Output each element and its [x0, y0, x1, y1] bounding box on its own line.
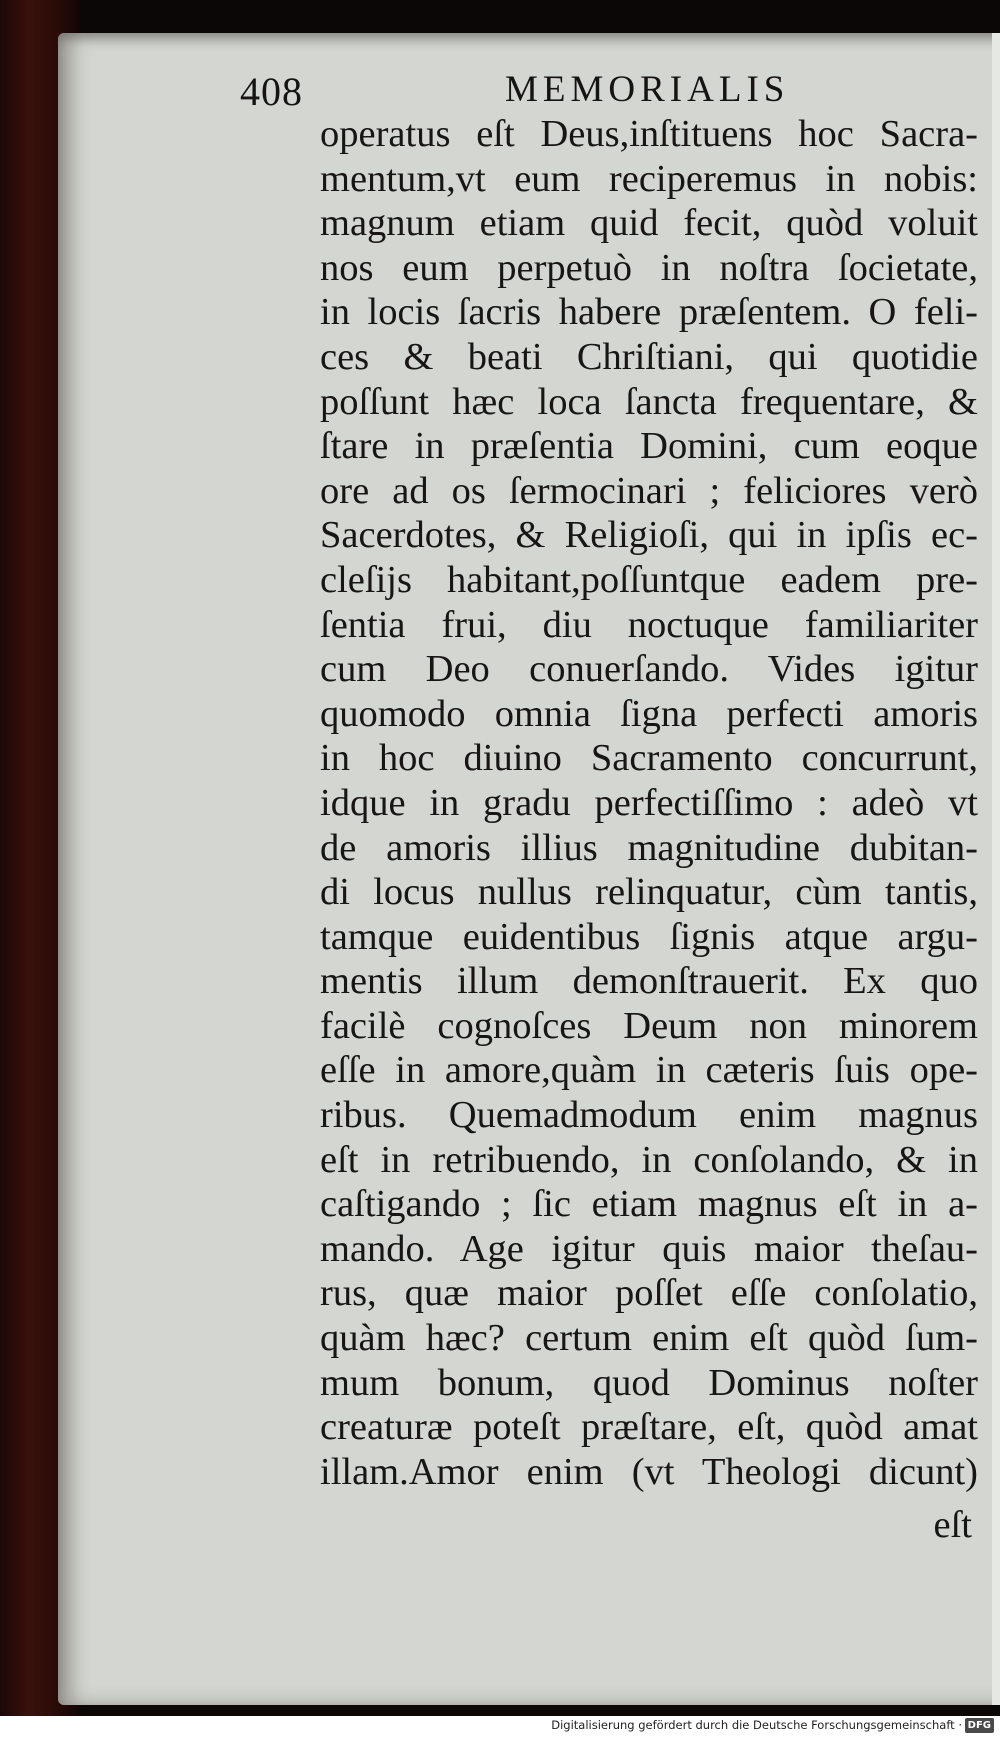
text-line: quomodo omnia ſigna perfecti amoris — [320, 692, 978, 735]
text-line: ſtare in præſentia Domini, cum eoque — [320, 425, 978, 468]
text-line: in locis ſacris habere præſentem. O feli- — [320, 291, 978, 334]
text-line: rus, quæ maior poſſet eſſe conſolatio, — [320, 1272, 978, 1315]
text-line: creaturæ poteſt præſtare, eſt, quòd amat — [320, 1406, 978, 1449]
text-line: cum Deo conuerſando. Vides igitur — [320, 648, 978, 691]
text-line: ſentia frui, diu noctuque familiariter — [320, 603, 978, 646]
text-line: mum bonum, quod Dominus noſter — [320, 1361, 978, 1404]
text-line: poſſunt hæc loca ſancta frequentare, & — [320, 380, 978, 423]
text-line: cleſijs habitant,poſſuntque eadem pre- — [320, 558, 978, 601]
text-line: eſſe in amore,quàm in cæteris ſuis ope- — [320, 1049, 978, 1092]
text-line: operatus eſt Deus,inſtituens hoc Sacra- — [320, 113, 978, 155]
text-line: facilè cognoſces Deum non minorem — [320, 1004, 978, 1047]
body-text — [320, 112, 978, 1494]
text-line: ore ad os ſermocinari ; feliciores verò — [320, 469, 978, 512]
text-line: mando. Age igitur quis maior theſau- — [320, 1227, 978, 1270]
text-line: eſt in retribuendo, in conſolando, & in — [320, 1138, 978, 1181]
footer-credit: Digitalisierung gefördert durch die Deutsche Forschungsgemeinschaft · — [551, 1718, 962, 1732]
text-line: Sacerdotes, & Religioſi, qui in ipſis ec- — [320, 514, 978, 557]
text-line: mentis illum demonſtrauerit. Ex quo — [320, 960, 978, 1003]
text-line: ces & beati Chriſtiani, qui quotidie — [320, 335, 978, 378]
catchword: eſt — [933, 1504, 972, 1546]
text-line: caſtigando ; ſic etiam magnus eſt in a- — [320, 1183, 978, 1226]
text-line: idque in gradu perfectiſſimo : adeò vt — [320, 781, 978, 824]
text-line: magnum etiam quid fecit, quòd voluit — [320, 202, 978, 245]
text-line: tamque euidentibus ſignis atque argu- — [320, 915, 978, 958]
running-head: MEMORIALIS — [505, 69, 790, 110]
text-line: in hoc diuino Sacramento concurrunt, — [320, 737, 978, 780]
text-line: de amoris illius magnitudine dubitan- — [320, 826, 978, 869]
text-line: mentum,vt eum reciperemus in nobis: — [320, 157, 978, 200]
text-line: di locus nullus relinquatur, cùm tantis, — [320, 871, 978, 914]
text-line: illam.Amor enim (vt Theologi dicunt) — [320, 1450, 978, 1493]
dfg-logo: DFG — [965, 1718, 994, 1733]
page-edge — [992, 33, 1000, 1705]
text-line: quàm hæc? certum enim eſt quòd ſum- — [320, 1317, 978, 1360]
text-line: nos eum perpetuò in noſtra ſocietate, — [320, 246, 978, 289]
text-line: ribus. Quemadmodum enim magnus — [320, 1094, 978, 1137]
page-number: 408 — [240, 69, 303, 114]
